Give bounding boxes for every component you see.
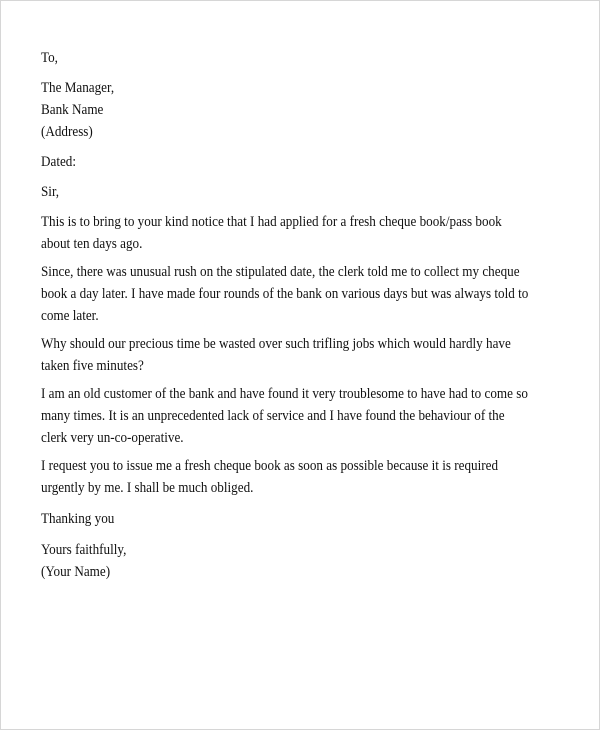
signature-line: (Your Name)	[41, 564, 111, 580]
recipient-line-3: (Address)	[41, 124, 93, 140]
paragraph-4: I am an old customer of the bank and have found it very troublesome to have had to come so many times. It is an unprecedented lack of service and I have found the behaviour of the clerk very un-co-operative.	[41, 386, 528, 446]
letter-body	[41, 47, 532, 583]
salutation-to: To,	[41, 50, 58, 66]
paragraph-5: I request you to issue me a fresh cheque book as soon as possible because it is required urgently by me. I shall be much obliged.	[41, 458, 499, 496]
closing-line: Yours faithfully,	[41, 542, 127, 558]
greeting: Sir,	[41, 184, 60, 200]
recipient-line-1: The Manager,	[41, 80, 115, 96]
dated-line: Dated:	[41, 154, 77, 170]
paragraph-1: This is to bring to your kind notice that I had applied for a fresh cheque book/pass book about ten days ago.	[41, 214, 502, 252]
paragraph-2: Since, there was unusual rush on the stipulated date, the clerk told me to collect my cheque book a day later. I have made four rounds of the bank on various days but was always told to come later.	[41, 264, 529, 324]
recipient-line-2: Bank Name	[41, 102, 104, 118]
thanks-line: Thanking you	[41, 511, 115, 527]
paragraph-3: Why should our precious time be wasted over such trifling jobs which would hardly have taken five minutes?	[41, 336, 511, 374]
